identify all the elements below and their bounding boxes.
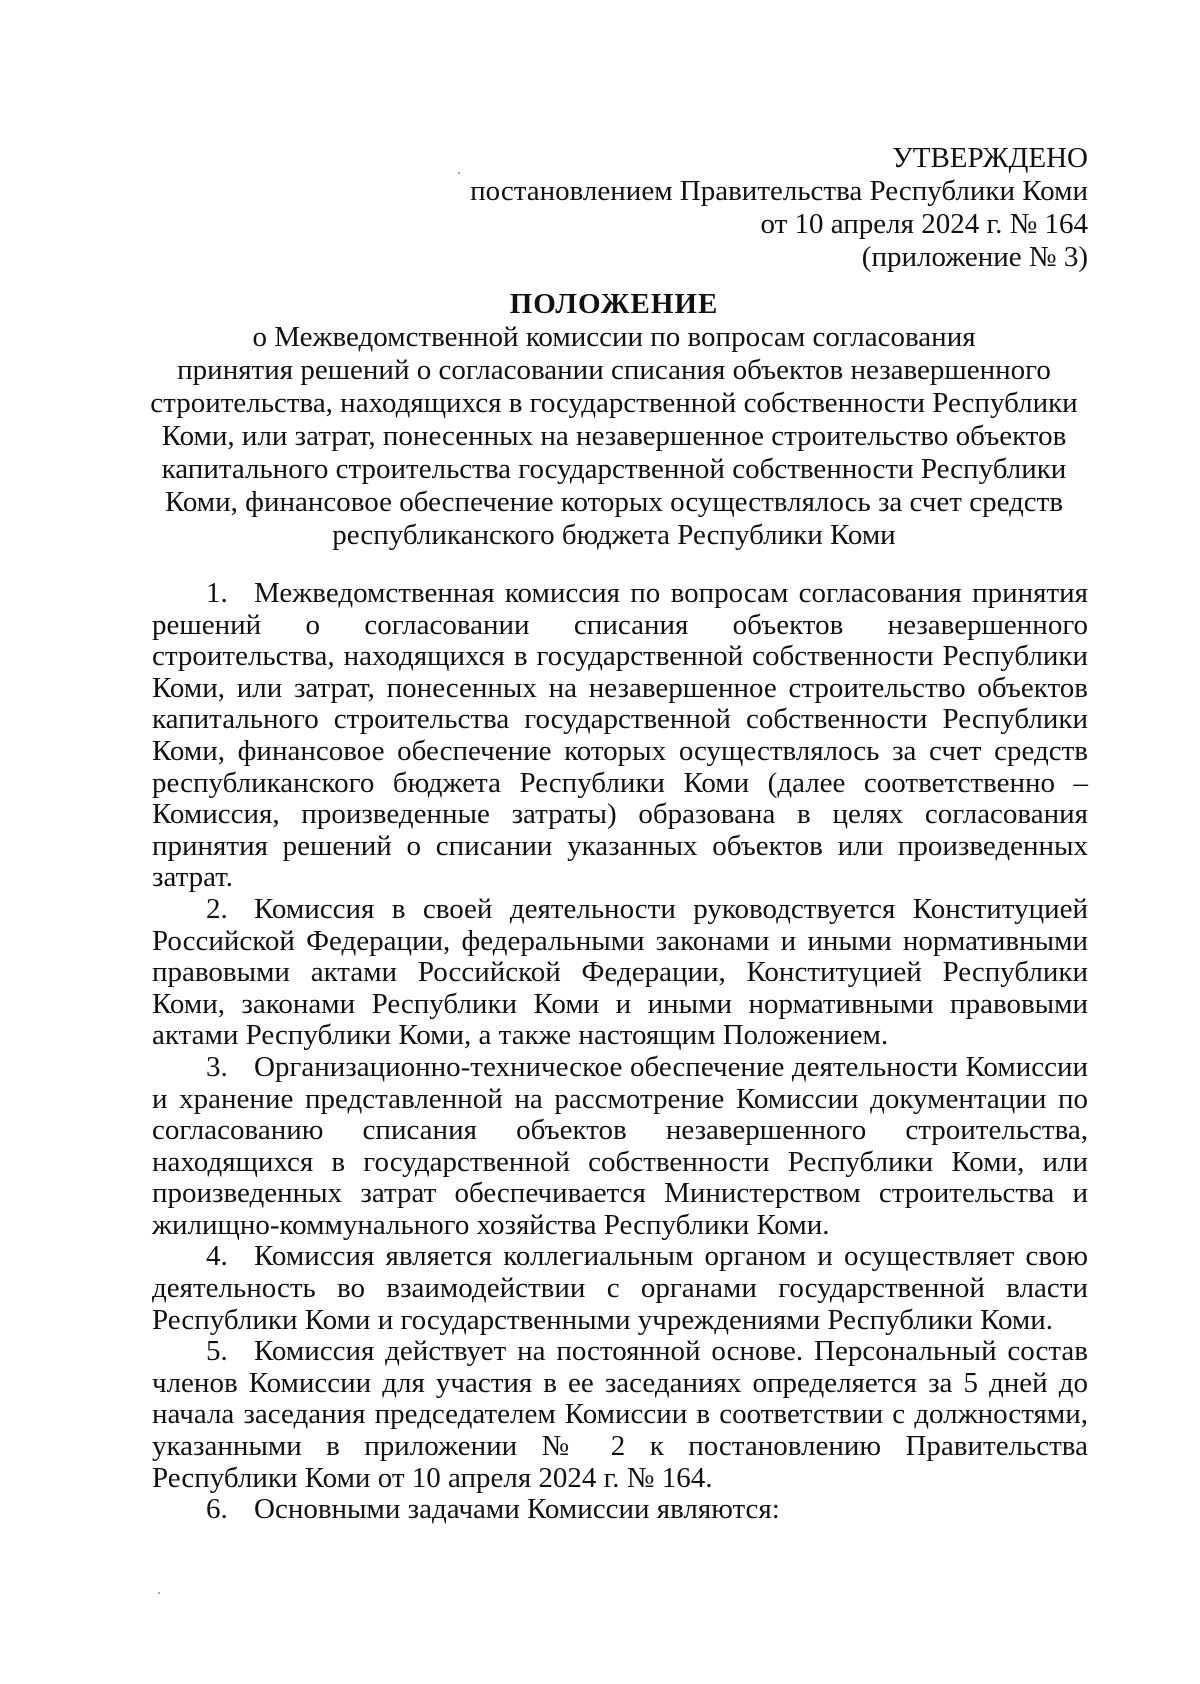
- paragraph-text: Межведомственная комиссия по вопросам согласования принятия решений о согласовании списания объектов незавершенного строительства, находящихся в государственной собственности Республики Коми, или затрат, понесенных на незавершенное строительство объектов капитального строительства государственной собственности Республики Коми, финансовое обеспечение которых осуществлялось за счет средств республиканского бюджета Республики Коми (далее соответственно – Комиссия, произведенные затраты) образована в целях согласования принятия решений о списании указанных объектов или произведенных затрат.: [152, 577, 1088, 894]
- document-subtitle-line: Коми, или затрат, понесенных на незавершенное строительство объектов: [161, 420, 1067, 452]
- paragraph-text: Комиссия является коллегиальным органом и осуществляет свою деятельность во взаимодействии с органами государственной власти Республики Коми и государственными учреждениями Республики Коми.: [152, 1240, 1088, 1336]
- paragraph-number: 2.: [206, 892, 228, 925]
- paragraph-number: 5.: [206, 1335, 228, 1368]
- scan-speck: [158, 1592, 160, 1594]
- document-subtitle-line: строительства, находящихся в государственной собственности Республики: [150, 387, 1078, 419]
- paragraph-3: [152, 1052, 1088, 1242]
- paragraph-number: 6.: [206, 1493, 228, 1526]
- document-body: [152, 578, 1088, 1526]
- paragraph-text: Комиссия в своей деятельности руководствуется Конституцией Российской Федерации, федеральными законами и иными нормативными правовыми актами Российской Федерации, Конституцией Республики Коми, законами Республики Коми и иными нормативными правовыми актами Республики Коми, а также настоящим Положением.: [152, 892, 1088, 1052]
- scan-speck: [458, 172, 460, 174]
- paragraph-text: Организационно-техническое обеспечение деятельности Комиссии и хранение представленной на рассмотрение Комиссии документации по согласованию списания объектов незавершенного строительства, находящихся в государственной собственности Республики Коми, или произведенных затрат обеспечивается Министерством строительства и жилищно-коммунального хозяйства Республики Коми.: [152, 1050, 1088, 1241]
- document-subtitle-line: принятия решений о согласовании списания объектов незавершенного: [177, 354, 1051, 386]
- document-subtitle-line: республиканского бюджета Республики Коми: [332, 519, 896, 551]
- paragraph-6: [152, 1494, 1088, 1526]
- paragraph-number: 4.: [206, 1240, 228, 1273]
- document-subtitle-line: капитального строительства государственной собственности Республики: [161, 453, 1067, 485]
- paragraph-text: Комиссия действует на постоянной основе. Персональный состав членов Комиссии для участия в ее заседаниях определяется за 5 дней до начала заседания председателем Комиссии в соответствии с должностями, указанными в приложении № 2 к постановлению Правительства Республики Коми от 10 апреля 2024 г. № 164.: [152, 1335, 1088, 1494]
- document-subtitle-line: о Межведомственной комиссии по вопросам согласования: [252, 321, 976, 353]
- paragraph-2: [152, 894, 1088, 1052]
- document-title: ПОЛОЖЕНИЕ: [509, 288, 719, 320]
- document-heading: [140, 288, 1088, 552]
- document-subtitle-line: Коми, финансовое обеспечение которых осуществлялось за счет средств: [164, 486, 1064, 518]
- paragraph-1: [152, 578, 1088, 894]
- approval-date: от 10 апреля 2024 г. № 164: [760, 208, 1088, 240]
- approval-appendix: (приложение № 3): [861, 241, 1088, 273]
- approval-authority: постановлением Правительства Республики Коми: [470, 175, 1088, 207]
- approval-title: УТВЕРЖДЕНО: [892, 142, 1088, 174]
- paragraph-number: 3.: [206, 1050, 228, 1083]
- approval-stamp: [470, 142, 1088, 274]
- paragraph-number: 1.: [206, 577, 228, 609]
- paragraph-5: [152, 1336, 1088, 1494]
- paragraph-4: [152, 1241, 1088, 1336]
- paragraph-text: Основными задачами Комиссии являются:: [254, 1493, 780, 1526]
